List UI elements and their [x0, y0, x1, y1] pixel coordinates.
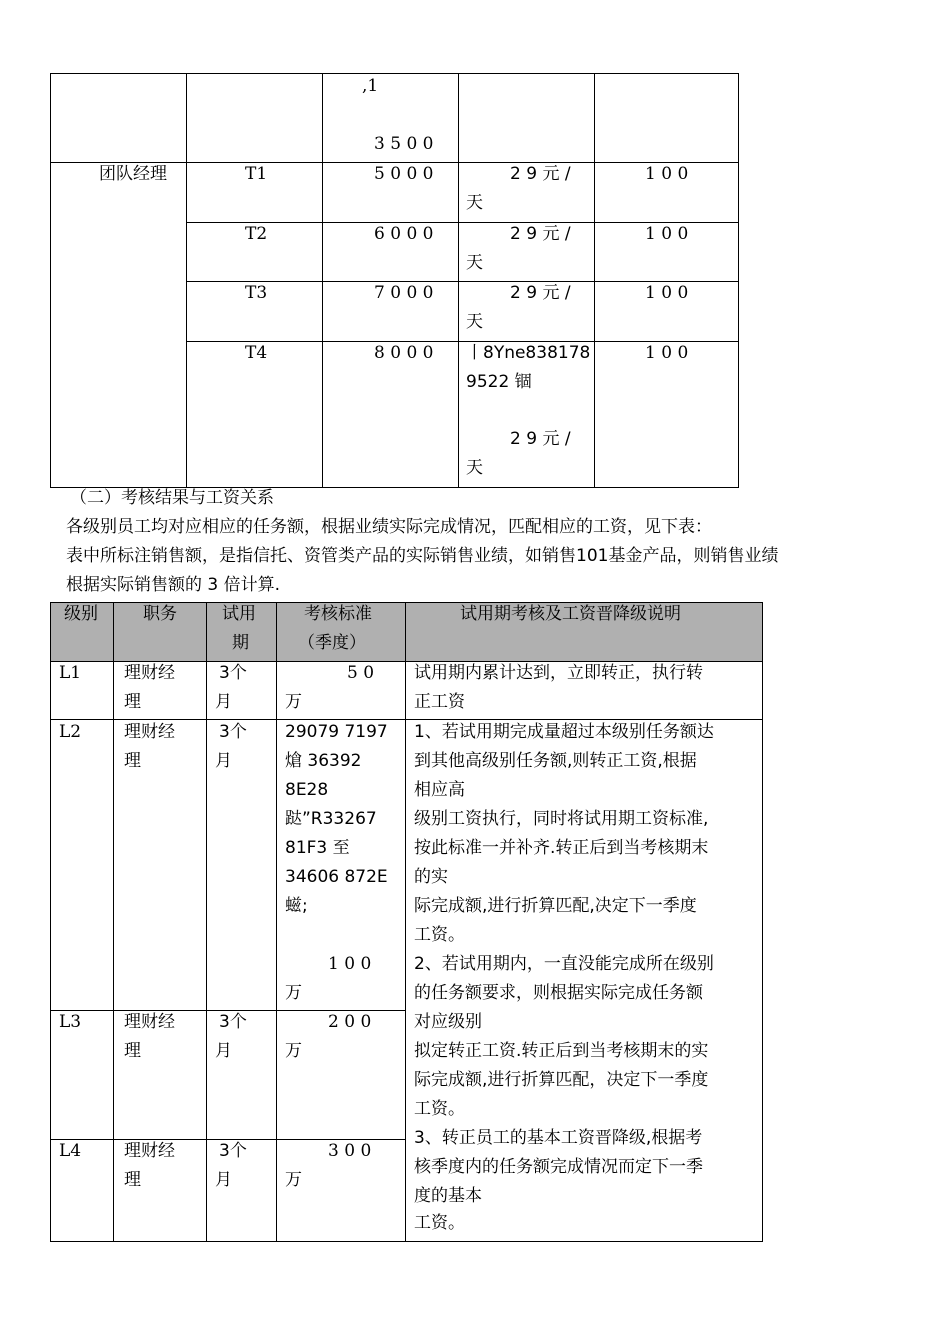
group-label-team-manager: 团队经理 — [99, 164, 167, 184]
cell-top-col3-line1: ,1 — [362, 76, 379, 96]
header-description: 试用期考核及工资晋降级说明 — [460, 604, 681, 624]
row-l2-level: L2 — [59, 722, 82, 742]
row-t2-pay-line2: 天 — [466, 253, 483, 273]
row-l4-standard-line2: 万 — [285, 1170, 302, 1190]
row-t4-pay-line1: 丨8Yne838178 — [466, 343, 591, 363]
desc-line: 3、转正员工的基本工资晋降级,根据考 — [414, 1128, 703, 1148]
paragraph-2-line2: 根据实际销售额的 3 倍计算. — [66, 575, 281, 595]
row-t4-pay-line4: 天 — [466, 458, 483, 478]
desc-line: 到其他高级别任务额,则转正工资,根据 — [414, 751, 697, 771]
paragraph-1: 各级别员工均对应相应的任务额，根据业绩实际完成情况，匹配相应的工资，见下表： — [66, 517, 712, 537]
desc-line: 的任务额要求，则根据实际完成任务额 — [414, 983, 703, 1003]
row-t1-pay-line2: 天 — [466, 193, 483, 213]
row-l1-trial-line2: 月 — [215, 692, 232, 712]
row-t4-amount: 8 0 0 0 — [374, 343, 434, 363]
row-t3-score: 1 0 0 — [645, 283, 689, 303]
row-l2-garbled-line: 81F3 至 — [285, 838, 350, 858]
row-l4-position-line2: 理 — [124, 1170, 141, 1190]
row-l1-position-line2: 理 — [124, 692, 141, 712]
row-l3-level: L3 — [59, 1012, 82, 1032]
row-l2-garbled-line: 跶”R33267 — [285, 809, 377, 829]
row-t1-amount: 5 0 0 0 — [374, 164, 434, 184]
row-l1-position-line1: 理财经 — [124, 663, 175, 683]
row-t4-level: T4 — [245, 343, 268, 363]
row-l4-standard-line1: 3 0 0 — [328, 1141, 372, 1161]
row-l3-standard-line1: 2 0 0 — [328, 1012, 372, 1032]
row-t1-pay-line1: 2 9 元 / — [510, 164, 571, 184]
row-l2-garbled-line: 8E28 — [285, 780, 329, 800]
row-t2-pay-line1: 2 9 元 / — [510, 224, 571, 244]
header-trial-line2: 期 — [232, 633, 249, 653]
row-l4-trial-line1: 3个 — [219, 1141, 247, 1161]
header-level: 级别 — [64, 604, 98, 624]
row-t2-level: T2 — [245, 224, 268, 244]
row-t2-score: 1 0 0 — [645, 224, 689, 244]
row-l1-trial-line1: 3个 — [219, 663, 247, 683]
row-l3-position-line2: 理 — [124, 1041, 141, 1061]
row-t2-amount: 6 0 0 0 — [374, 224, 434, 244]
row-l3-position-line1: 理财经 — [124, 1012, 175, 1032]
row-l1-desc-line1: 试用期内累计达到，立即转正，执行转 — [414, 663, 703, 683]
row-l2-garbled-line: 34606 872E — [285, 867, 388, 887]
row-l1-standard-line1: 5 0 — [347, 663, 375, 683]
row-t3-pay-line1: 2 9 元 / — [510, 283, 571, 303]
row-t4-pay-line3: 2 9 元 / — [510, 429, 571, 449]
row-t3-amount: 7 0 0 0 — [374, 283, 434, 303]
desc-line: 工资。 — [414, 925, 465, 945]
header-position: 职务 — [143, 604, 177, 624]
row-l2-position-line1: 理财经 — [124, 722, 175, 742]
desc-line: 际完成额,进行折算匹配，决定下一季度 — [414, 1070, 709, 1090]
header-standard-line1: 考核标准 — [304, 604, 372, 624]
row-l2-trial-line2: 月 — [215, 751, 232, 771]
row-l2-standard-line1: 1 0 0 — [328, 954, 372, 974]
desc-line: 度的基本 — [414, 1186, 482, 1206]
paragraph-2-line1: 表中所标注销售额，是指信托、资管类产品的实际销售业绩，如销售101基金产品，则销售业绩 — [66, 546, 779, 566]
row-l3-trial-line1: 3个 — [219, 1012, 247, 1032]
desc-line: 工资。 — [414, 1099, 465, 1119]
desc-line: 级别工资执行，同时将试用期工资标准, — [414, 809, 709, 829]
desc-line: 按此标准一并补齐.转正后到当考核期末 — [414, 838, 709, 858]
row-t1-level: T1 — [245, 164, 268, 184]
row-l2-garbled-line: 熗 36392 — [285, 751, 362, 771]
desc-line: 1、若试用期完成量超过本级别任务额达 — [414, 722, 714, 742]
row-l2-trial-line1: 3个 — [219, 722, 247, 742]
row-l1-desc-line2: 正工资 — [414, 692, 465, 712]
desc-line: 的实 — [414, 867, 448, 887]
desc-line: 2、若试用期内，一直没能完成所在级别 — [414, 954, 714, 974]
row-l2-garbled-line: 螆; — [285, 896, 308, 916]
row-t3-level: T3 — [245, 283, 268, 303]
desc-line: 对应级别 — [414, 1012, 482, 1032]
row-l4-trial-line2: 月 — [215, 1170, 232, 1190]
cell-top-col3-line2: 3 5 0 0 — [374, 134, 434, 154]
row-l4-level: L4 — [59, 1141, 82, 1161]
desc-line: 际完成额,进行折算匹配,决定下一季度 — [414, 896, 697, 916]
desc-line: 核季度内的任务额完成情况而定下一季 — [414, 1157, 703, 1177]
row-t3-pay-line2: 天 — [466, 312, 483, 332]
row-l1-level: L1 — [59, 663, 82, 683]
row-l3-standard-line2: 万 — [285, 1041, 302, 1061]
row-l3-trial-line2: 月 — [215, 1041, 232, 1061]
row-l4-position-line1: 理财经 — [124, 1141, 175, 1161]
row-l1-standard-line2: 万 — [285, 692, 302, 712]
header-standard-line2: （季度） — [298, 633, 366, 653]
row-l2-garbled-line: 29079 7197 — [285, 722, 388, 742]
row-l2-position-line2: 理 — [124, 751, 141, 771]
row-t4-pay-line2: 9522 锢 — [466, 372, 532, 392]
row-t4-score: 1 0 0 — [645, 343, 689, 363]
desc-line: 工资。 — [414, 1213, 465, 1233]
row-t1-score: 1 0 0 — [645, 164, 689, 184]
header-trial-line1: 试用 — [222, 604, 256, 624]
desc-line: 相应高 — [414, 780, 465, 800]
row-l2-standard-line2: 万 — [285, 983, 302, 1003]
section-heading: （二）考核结果与工资关系 — [70, 488, 274, 508]
desc-line: 拟定转正工资.转正后到当考核期末的实 — [414, 1041, 709, 1061]
